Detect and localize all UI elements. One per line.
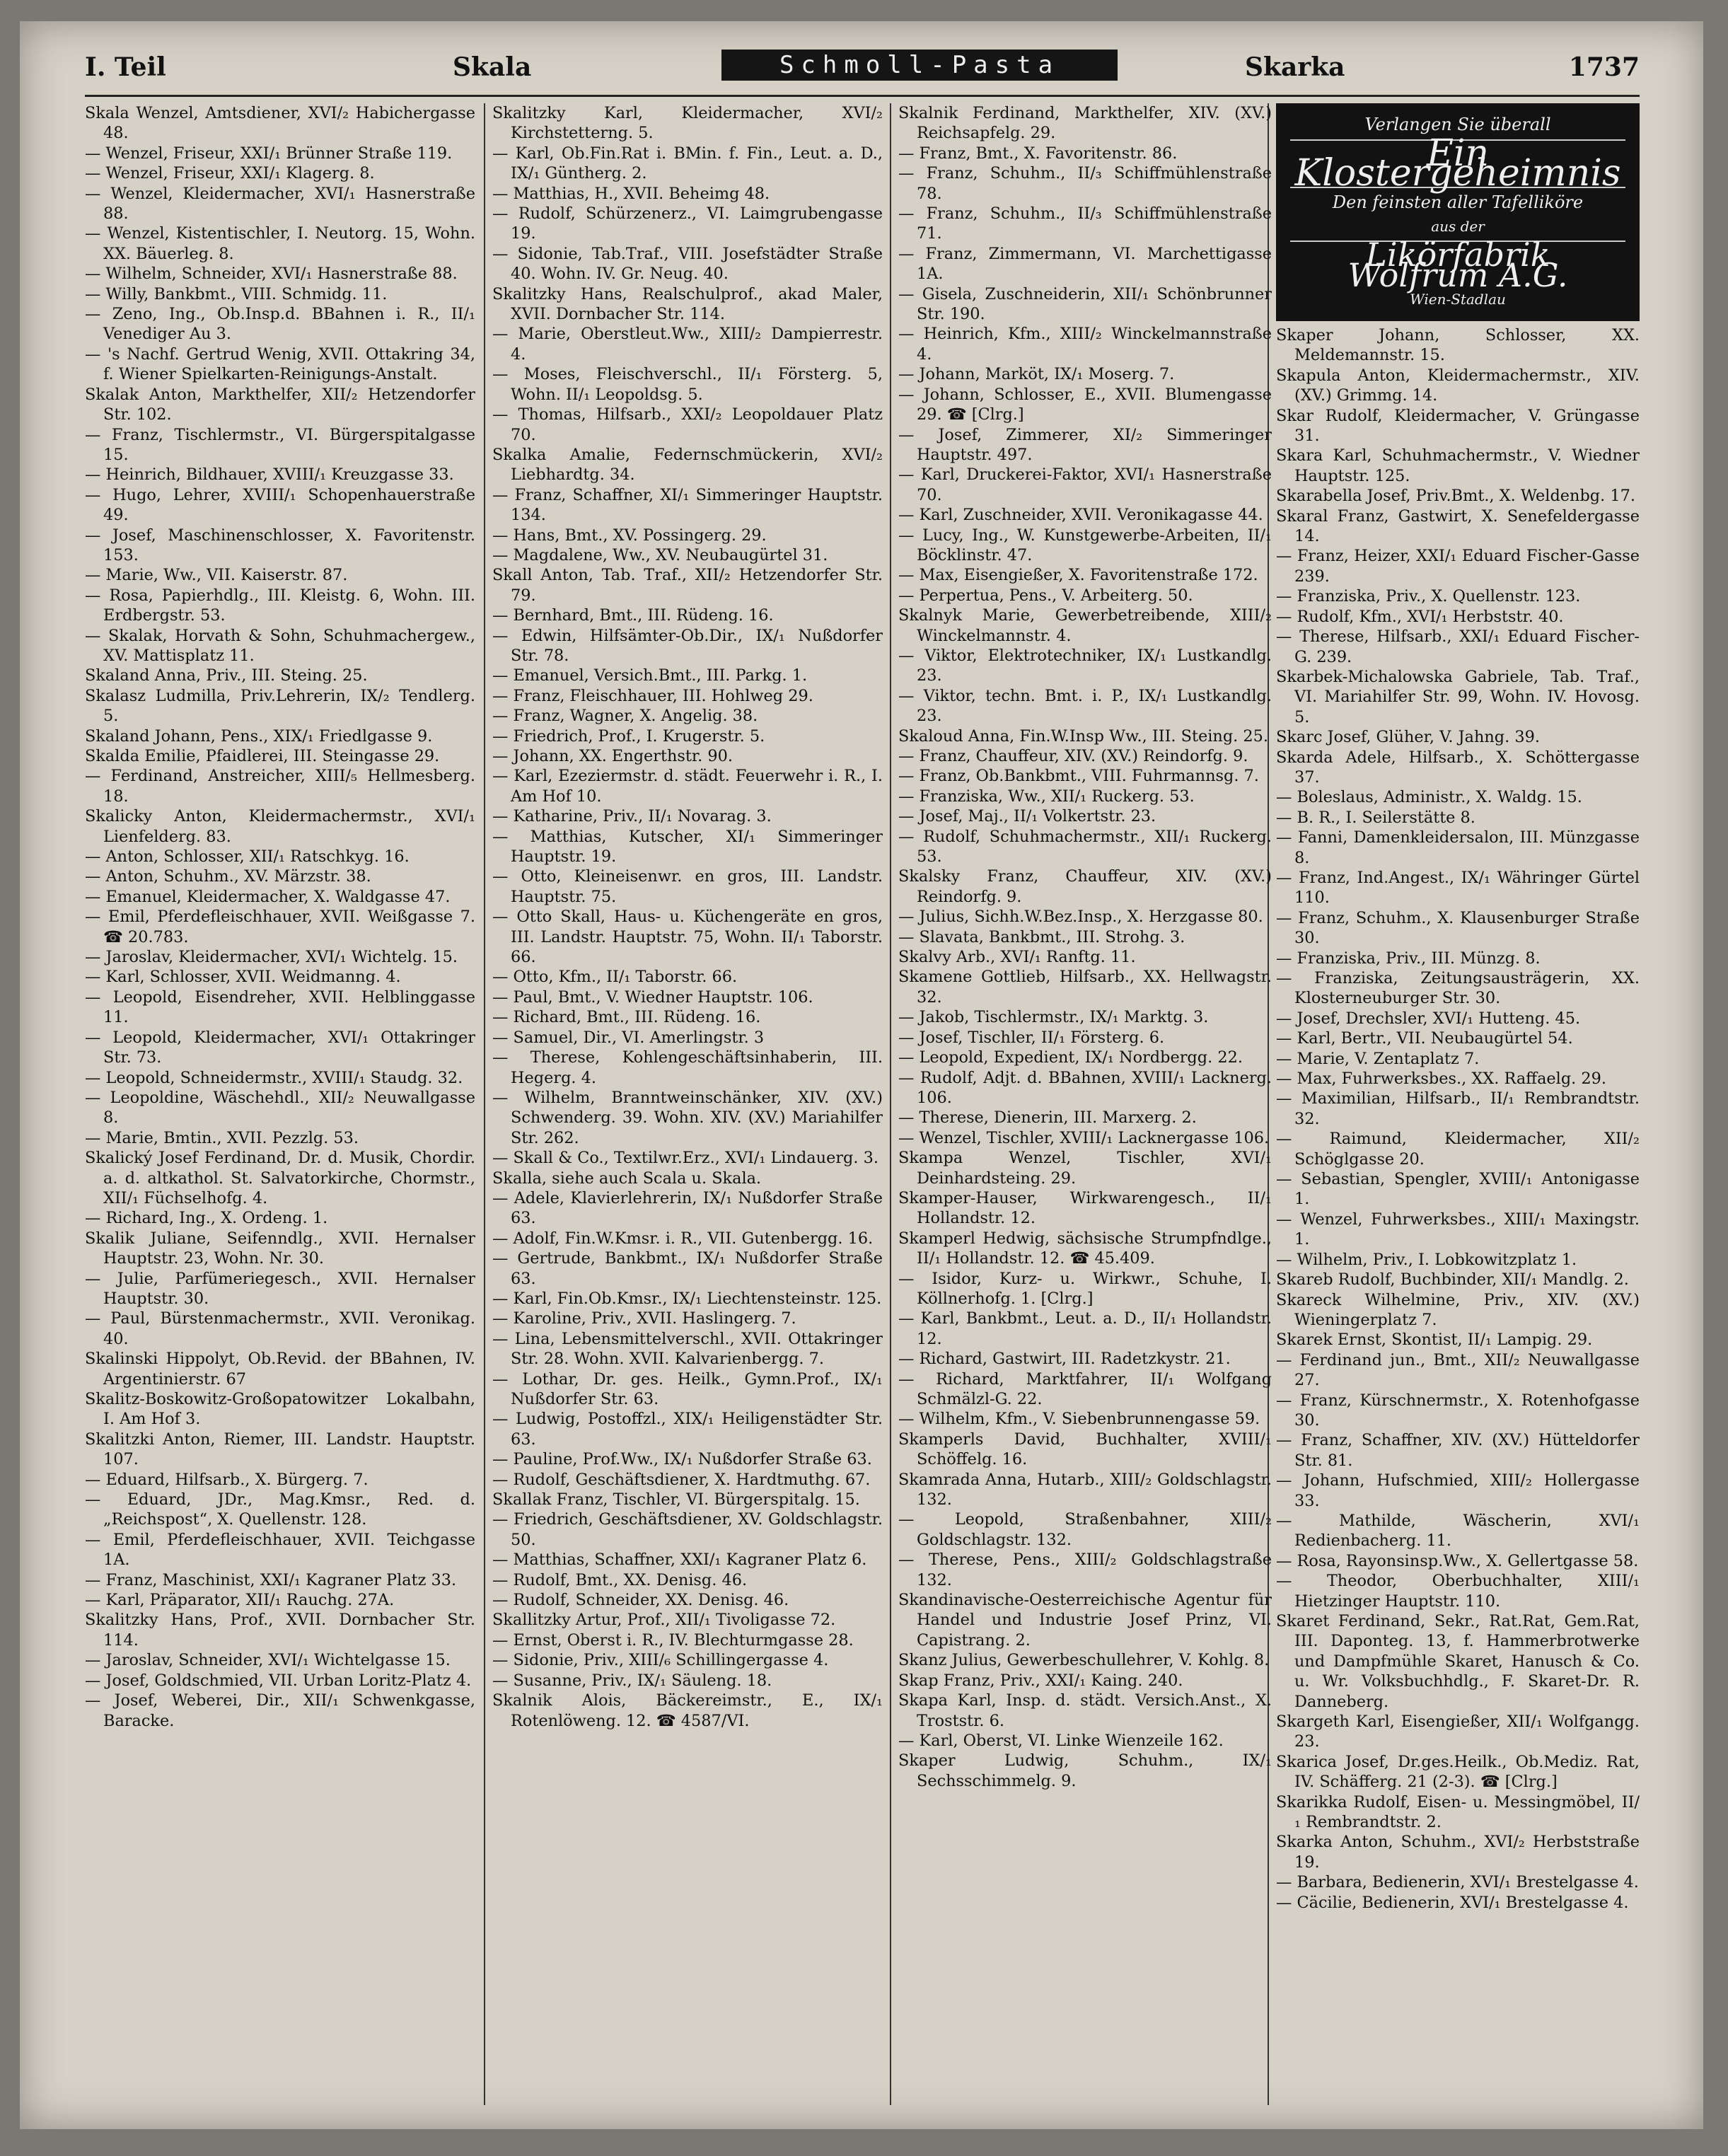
directory-entry: — Wenzel, Kistentischler, I. Neutorg. 15, Wohn. XX. Bäuerleg. 8.: [85, 224, 475, 263]
directory-entry: — Wilhelm, Kfm., V. Siebenbrunnengasse 59.: [898, 1410, 1260, 1429]
directory-entry: Skalinski Hippolyt, Ob.Revid. der BBahnen, IV. Argentinierstr. 67: [85, 1350, 475, 1389]
directory-entry: — Ferdinand jun., Bmt., XII/₂ Neuwallgasse 27.: [1276, 1350, 1640, 1390]
directory-entry: — Friedrich, Geschäftsdiener, XV. Goldschlagstr. 50.: [492, 1510, 883, 1549]
directory-entry: — Anton, Schlosser, XII/₁ Ratschkyg. 16.: [85, 847, 410, 867]
directory-entry: — Josef, Weberei, Dir., XII/₁ Schwenkgasse, Baracke.: [85, 1691, 475, 1730]
directory-entry: — Zeno, Ing., Ob.Insp.d. BBahnen i. R., II/₁ Venediger Au 3.: [85, 305, 475, 344]
directory-entry: — Wenzel, Friseur, XXI/₁ Klagerg. 8.: [85, 164, 375, 183]
directory-entry: — Anton, Schuhm., XV. Märzstr. 38.: [85, 867, 371, 886]
directory-entry: — Heinrich, Bildhauer, XVIII/₁ Kreuzgasse 33.: [85, 465, 454, 485]
directory-entry: Skalak Anton, Markthelfer, XII/₂ Hetzendorfer Str. 102.: [85, 385, 475, 424]
directory-entry: Skarikka Rudolf, Eisen- u. Messingmöbel, II/₁ Rembrandtstr. 2.: [1276, 1792, 1640, 1832]
directory-entry: Skareck Wilhelmine, Priv., XIV. (XV.) Wieningerplatz 7.: [1276, 1290, 1640, 1329]
directory-entry: — Franz, Schuhm., II/₃ Schiffmühlenstraße 78.: [898, 164, 1272, 203]
directory-entry: — Theodor, Oberbuchhalter, XIII/₁ Hietzinger Hauptstr. 110.: [1276, 1572, 1640, 1611]
directory-entry: Skalitzky Hans, Prof., XVII. Dornbacher Str. 114.: [85, 1611, 475, 1650]
directory-entry: — Magdalene, Ww., XV. Neubaugürtel 31.: [492, 545, 828, 564]
directory-entry: — Wenzel, Kleidermacher, XVI/₁ Hasnerstraße 88.: [85, 184, 475, 224]
directory-entry: — Marie, V. Zentaplatz 7.: [1276, 1049, 1480, 1068]
directory-entry: — Otto, Kleineisenwr. en gros, III. Landstr. Hauptstr. 75.: [492, 867, 883, 906]
directory-entry: — Franz, Schuhm., II/₃ Schiffmühlenstraße 71.: [898, 204, 1272, 243]
directory-entry: — Skall & Co., Textilwr.Erz., XVI/₁ Lindauerg. 3.: [492, 1149, 879, 1168]
directory-entry: — Jakob, Tischlermstr., IX/₁ Marktg. 3.: [898, 1008, 1209, 1027]
directory-entry: Skaland Anna, Priv., III. Steing. 25.: [85, 666, 368, 685]
directory-entry: Skalasz Ludmilla, Priv.Lehrerin, IX/₂ Tendlerg. 5.: [85, 686, 475, 726]
column-divider: [484, 103, 485, 2105]
directory-entry: — Karoline, Priv., XVII. Haslingerg. 7.: [492, 1309, 796, 1328]
column-3: [898, 103, 1272, 2105]
directory-entry: — Marie, Bmtin., XVII. Pezzlg. 53.: [85, 1128, 359, 1147]
directory-entry: — Richard, Ing., X. Ordeng. 1.: [85, 1209, 328, 1228]
directory-entry: — Cäcilie, Bedienerin, XVI/₁ Brestelgasse 4.: [1276, 1893, 1629, 1912]
directory-entry: — Adele, Klavierlehrerin, IX/₁ Nußdorfer Straße 63.: [492, 1188, 883, 1228]
directory-entry: — Karl, Ezeziermstr. d. städt. Feuerwehr i. R., I. Am Hof 10.: [492, 767, 883, 806]
directory-entry: Skarbek-Michalowska Gabriele, Tab. Traf., VI. Mariahilfer Str. 99, Wohn. IV. Hovosg. 5.: [1276, 667, 1640, 726]
directory-entry: — Richard, Bmt., III. Rüdeng. 16.: [492, 1008, 761, 1027]
liqueur-advertisement: [1276, 103, 1640, 321]
directory-entry: Skandinavische-Oesterreichische Agentur für Handel und Industrie Josef Prinz, VI. Capistrang. 2.: [898, 1591, 1272, 1650]
directory-entry: — Paul, Bmt., V. Wiedner Hauptstr. 106.: [492, 987, 813, 1007]
directory-entry: — Emil, Pferdefleischhauer, XVII. Weißgasse 7. ☎ 20.783.: [85, 908, 475, 946]
directory-entry: — Emil, Pferdefleischhauer, XVII. Teichgasse 1A.: [85, 1530, 475, 1570]
directory-entry: Skara Karl, Schuhmachermstr., V. Wiedner Hauptstr. 125.: [1276, 446, 1640, 485]
directory-entry: — Lucy, Ing., W. Kunstgewerbe-Arbeiten, II/₁ Böcklinstr. 47.: [898, 526, 1272, 564]
directory-entry: — 's Nachf. Gertrud Wenig, XVII. Ottakring 34, f. Wiener Spielkarten-Reinigungs-Anstalt.: [85, 344, 475, 384]
directory-entry: — Sebastian, Spengler, XVIII/₁ Antonigasse 1.: [1276, 1170, 1640, 1209]
directory-entry: — Josef, Goldschmied, VII. Urban Loritz-Platz 4.: [85, 1671, 472, 1690]
directory-entry: — Samuel, Dir., VI. Amerlingstr. 3: [492, 1028, 765, 1047]
directory-entry: — Moses, Fleischverschl., II/₁ Försterg. 5, Wohn. II/₁ Leopoldsg. 5.: [492, 365, 883, 404]
directory-entry: — Hans, Bmt., XV. Possingerg. 29.: [492, 526, 767, 545]
directory-entry: — Leopold, Eisendreher, XVII. Helblinggasse 11.: [85, 987, 475, 1027]
directory-entry: — Rudolf, Geschäftsdiener, X. Hardtmuthg. 67.: [492, 1470, 871, 1489]
directory-entry: — Franz, Schuhm., X. Klausenburger Straße 30.: [1276, 908, 1640, 948]
directory-entry: — Boleslaus, Administr., X. Waldg. 15.: [1276, 788, 1582, 807]
directory-entry: — Marie, Oberstleut.Ww., XIII/₂ Dampierrestr. 4.: [492, 325, 883, 364]
directory-entry: — Marie, Ww., VII. Kaiserstr. 87.: [85, 566, 348, 585]
directory-entry: — Rudolf, Adjt. d. BBahnen, XVIII/₁ Lacknerg. 106.: [898, 1068, 1272, 1107]
directory-entry: Skarica Josef, Dr.ges.Heilk., Ob.Mediz. Rat, IV. Schäfferg. 21 (2-3). ☎ [Clrg.]: [1276, 1752, 1640, 1792]
directory-entry: — Franz, Kürschnermstr., X. Rotenhofgasse 30.: [1276, 1391, 1640, 1430]
page-number: 1737: [1568, 52, 1640, 82]
directory-entry: — Willy, Bankbmt., VIII. Schmidg. 11.: [85, 284, 388, 303]
directory-entry: — Franz, Tischlermstr., VI. Bürgerspitalgasse 15.: [85, 425, 475, 464]
directory-entry: — Emanuel, Kleidermacher, X. Waldgasse 47.: [85, 887, 451, 906]
ad-line: Den feinsten aller Tafelliköre: [1332, 192, 1584, 212]
directory-entry: Skalsky Franz, Chauffeur, XIV. (XV.) Reindorfg. 9.: [898, 867, 1272, 906]
directory-entry: — Thomas, Hilfsarb., XXI/₂ Leopoldauer Platz 70.: [492, 405, 883, 444]
directory-entry: — Franz, Fleischhauer, III. Hohlweg 29.: [492, 686, 813, 705]
directory-entry: — Therese, Hilfsarb., XXI/₁ Eduard Fischer-G. 239.: [1276, 627, 1640, 666]
directory-entry: Skarka Anton, Schuhm., XVI/₂ Herbststraße 19.: [1276, 1833, 1640, 1872]
directory-entry: Skamrada Anna, Hutarb., XIII/₂ Goldschlagstr. 132.: [898, 1470, 1272, 1509]
directory-entry: Skamperl Hedwig, sächsische Strumpfndlge., II/₁ Hollandstr. 12. ☎ 45.409.: [898, 1229, 1272, 1268]
ad-company: Likörfabrik Wolfrum A.G.: [1290, 240, 1625, 285]
directory-entry: — Karl, Ob.Fin.Rat i. BMin. f. Fin., Leut. a. D., IX/₁ Güntherg. 2.: [492, 144, 883, 183]
directory-entry: — Karl, Bertr., VII. Neubaugürtel 54.: [1276, 1029, 1573, 1048]
directory-entry: — Barbara, Bedienerin, XVI/₁ Brestelgasse 4.: [1276, 1873, 1639, 1892]
directory-entry: — Wilhelm, Branntweinschänker, XIV. (XV.) Schwenderg. 39. Wohn. XIV. (XV.) Mariahilfer Str. 262.: [492, 1088, 883, 1147]
directory-entry: Skamperls David, Buchhalter, XVIII/₁ Schöffelg. 16.: [898, 1430, 1272, 1469]
directory-entry: Skaret Ferdinand, Sekr., Rat.Rat, Gem.Rat, III. Daponteg. 13, f. Hammerbrotwerke und Dampfmühle Skaret, Hanusch & Co. u. Wr. Volksbuchhdlg., F. Skaret-Dr. R. Danneberg.: [1276, 1612, 1640, 1711]
directory-entry: — Viktor, Elektrotechniker, IX/₁ Lustkandlg. 23.: [898, 646, 1272, 685]
directory-entry: — Franz, Ind.Angest., IX/₁ Währinger Gürtel 110.: [1276, 868, 1640, 908]
directory-entry: — Franz, Heizer, XXI/₁ Eduard Fischer-Gasse 239.: [1276, 547, 1640, 586]
directory-entry: — Johann, Schlosser, E., XVII. Blumengasse 29. ☎ [Clrg.]: [898, 385, 1272, 424]
directory-entry: Skaper Johann, Schlosser, XX. Meldemannstr. 15.: [1276, 326, 1640, 365]
directory-entry: — Franziska, Priv., X. Quellenstr. 123.: [1276, 587, 1581, 606]
directory-entry: — Wenzel, Tischler, XVIII/₁ Lacknergasse 106.: [898, 1128, 1270, 1147]
directory-entry: — Perpertua, Pens., V. Arbeiterg. 50.: [898, 586, 1193, 605]
directory-entry: — Leopoldine, Wäschehdl., XII/₂ Neuwallgasse 8.: [85, 1088, 475, 1128]
directory-entry: Skapula Anton, Kleidermachermstr., XIV. (XV.) Grimmg. 14.: [1276, 366, 1640, 405]
directory-entry: Skalicky Anton, Kleidermachermstr., XVI/₁ Lienfelderg. 83.: [85, 807, 475, 846]
directory-entry: — Leopold, Straßenbahner, XIII/₂ Goldschlagstr. 132.: [898, 1510, 1272, 1549]
directory-entry: — Max, Eisengießer, X. Favoritenstraße 172.: [898, 566, 1258, 585]
directory-entry: Skaland Johann, Pens., XIX/₁ Friedlgasse 9.: [85, 726, 433, 746]
directory-entry: Skarabella Josef, Priv.Bmt., X. Weldenbg. 17.: [1276, 487, 1635, 506]
directory-entry: — Leopold, Expedient, IX/₁ Nordbergg. 22.: [898, 1048, 1243, 1067]
directory-entry: Skalitz-Boskowitz-Großopatowitzer Lokalbahn, I. Am Hof 3.: [85, 1390, 475, 1429]
directory-entry: — Wilhelm, Schneider, XVI/₁ Hasnerstraße 88.: [85, 265, 458, 284]
directory-entry: — Rudolf, Bmt., XX. Denisg. 46.: [492, 1570, 748, 1589]
directory-entry: — Franz, Zimmermann, VI. Marchettigasse 1A.: [898, 244, 1272, 284]
last-entry-word: Skarka: [1245, 52, 1345, 82]
directory-entry: — Skalak, Horvath & Sohn, Schuhmachergew., XV. Mattisplatz 11.: [85, 626, 475, 665]
directory-entry: Skall Anton, Tab. Traf., XII/₂ Hetzendorfer Str. 79.: [492, 566, 883, 605]
directory-entry: — Ludwig, Postoffzl., XIX/₁ Heiligenstädter Str. 63.: [492, 1410, 883, 1449]
directory-entry: — Richard, Gastwirt, III. Radetzkystr. 21.: [898, 1350, 1231, 1369]
directory-entry: — Adolf, Fin.W.Kmsr. i. R., VII. Gutenbergg. 16.: [492, 1229, 874, 1248]
directory-entry: Skaral Franz, Gastwirt, X. Senefeldergasse 14.: [1276, 506, 1640, 546]
directory-entry: — Lina, Lebensmittelverschl., XVII. Ottakringer Str. 28. Wohn. XVII. Kalvarienbergg. 7.: [492, 1329, 883, 1369]
directory-entry: Skallak Franz, Tischler, VI. Bürgerspitalg. 15.: [492, 1490, 860, 1509]
directory-entry: — Jaroslav, Kleidermacher, XVI/₁ Wichtelg. 15.: [85, 948, 458, 967]
directory-entry: — Therese, Dienerin, III. Marxerg. 2.: [898, 1108, 1197, 1128]
directory-entry: Skalnyk Marie, Gewerbetreibende, XIII/₂ Winckelmannstr. 4.: [898, 606, 1272, 645]
directory-entry: Skalvy Arb., XVI/₁ Ranftg. 11.: [898, 948, 1136, 967]
directory-entry: — Leopold, Schneidermstr., XVIII/₁ Staudg. 32.: [85, 1068, 463, 1087]
directory-entry: — Sidonie, Tab.Traf., VIII. Josefstädter Straße 40. Wohn. IV. Gr. Neug. 40.: [492, 244, 883, 284]
ad-line: Verlangen Sie überall: [1364, 115, 1551, 135]
directory-entry: — Raimund, Kleidermacher, XII/₂ Schöglgasse 20.: [1276, 1130, 1640, 1169]
directory-entry: — Therese, Kohlengeschäftsinhaberin, III. Hegerg. 4.: [492, 1048, 883, 1087]
directory-entry: — Bernhard, Bmt., III. Rüdeng. 16.: [492, 606, 774, 625]
directory-entry: — Johann, XX. Engerthstr. 90.: [492, 747, 733, 765]
directory-entry: — Fanni, Damenkleidersalon, III. Münzgasse 8.: [1276, 828, 1640, 867]
column-1: [85, 103, 475, 2105]
directory-entry: — Franz, Chauffeur, XIV. (XV.) Reindorfg. 9.: [898, 747, 1248, 765]
directory-entry: — Julie, Parfümeriegesch., XVII. Hernalser Hauptstr. 30.: [85, 1269, 475, 1308]
directory-entry: — Rosa, Rayonsinsp.Ww., X. Gellertgasse 58.: [1276, 1551, 1639, 1570]
directory-entry: — Karl, Fin.Ob.Kmsr., IX/₁ Liechtensteinstr. 125.: [492, 1289, 882, 1308]
directory-entry: — Rudolf, Kfm., XVI/₁ Herbststr. 40.: [1276, 607, 1564, 626]
column-2: [492, 103, 883, 2105]
directory-entry: — Karl, Druckerei-Faktor, XVI/₁ Hasnerstraße 70.: [898, 465, 1272, 504]
directory-entry: — Otto, Kfm., II/₁ Taborstr. 66.: [492, 968, 738, 987]
directory-entry: — Josef, Drechsler, XVI/₁ Hutteng. 45.: [1276, 1009, 1581, 1028]
directory-entry: — Slavata, Bankbmt., III. Strohg. 3.: [898, 927, 1185, 946]
directory-entry: — Edwin, Hilfsämter-Ob.Dir., IX/₁ Nußdorfer Str. 78.: [492, 626, 883, 665]
directory-entry: — Eduard, Hilfsarb., X. Bürgerg. 7.: [85, 1470, 369, 1489]
directory-entry: Skalitzki Anton, Riemer, III. Landstr. Hauptstr. 107.: [85, 1430, 475, 1469]
directory-entry: — Sidonie, Priv., XIII/₆ Schillingergasse 4.: [492, 1651, 829, 1670]
directory-entry: Skarda Adele, Hilfsarb., X. Schöttergasse 37.: [1276, 748, 1640, 787]
directory-entry: Skarc Josef, Glüher, V. Jahng. 39.: [1276, 728, 1540, 747]
directory-entry: — Wenzel, Friseur, XXI/₁ Brünner Straße 119.: [85, 144, 453, 163]
directory-entry: Skamene Gottlieb, Hilfsarb., XX. Hellwagstr. 32.: [898, 968, 1272, 1007]
directory-entry: — Franziska, Priv., III. Münzg. 8.: [1276, 949, 1541, 968]
directory-entry: Skallitzky Artur, Prof., XII/₁ Tivoligasse 72.: [492, 1611, 836, 1630]
directory-entry: — Maximilian, Hilfsarb., II/₁ Rembrandtstr. 32.: [1276, 1089, 1640, 1128]
directory-entry: — Karl, Bankbmt., Leut. a. D., II/₁ Hollandstr. 12.: [898, 1309, 1272, 1348]
directory-entry: — Max, Fuhrwerksbes., XX. Raffaelg. 29.: [1276, 1070, 1607, 1089]
directory-entry: — Katharine, Priv., II/₁ Novarag. 3.: [492, 807, 772, 826]
directory-entry: — Julius, Sichh.W.Bez.Insp., X. Herzgasse 80.: [898, 908, 1263, 927]
directory-entry: — Friedrich, Prof., I. Krugerstr. 5.: [492, 726, 765, 746]
directory-entry: — Josef, Maj., II/₁ Volkertstr. 23.: [898, 807, 1156, 826]
column-4: [1276, 103, 1640, 2105]
directory-entry: — Johann, Hufschmied, XIII/₂ Hollergasse 33.: [1276, 1471, 1640, 1510]
directory-entry: — Rudolf, Schuhmachermstr., XII/₁ Ruckerg. 53.: [898, 827, 1272, 867]
advert-banner: Schmoll-Pasta: [721, 50, 1118, 81]
directory-entry: — Josef, Zimmerer, XI/₂ Simmeringer Hauptstr. 497.: [898, 425, 1272, 464]
directory-entry: — Susanne, Priv., IX/₁ Säuleng. 18.: [492, 1671, 772, 1690]
directory-entry: — Pauline, Prof.Ww., IX/₁ Nußdorfer Straße 63.: [492, 1450, 872, 1469]
directory-entry: Skalla, siehe auch Scala u. Skala.: [492, 1169, 762, 1188]
directory-entry: — Ferdinand, Anstreicher, XIII/₅ Hellmesberg. 18.: [85, 767, 475, 806]
directory-entry: — Josef, Maschinenschlosser, X. Favoritenstr. 153.: [85, 526, 475, 564]
directory-entry: — Wilhelm, Priv., I. Lobkowitzplatz 1.: [1276, 1250, 1577, 1269]
directory-entry: Skampa Wenzel, Tischler, XVI/₁ Deinhardsteing. 29.: [898, 1149, 1272, 1188]
directory-entry: Skalik Juliane, Seifenndlg., XVII. Hernalser Hauptstr. 23, Wohn. Nr. 30.: [85, 1229, 475, 1268]
directory-entry: — Jaroslav, Schneider, XVI/₁ Wichtelgasse 15.: [85, 1651, 451, 1670]
directory-entry: — Heinrich, Kfm., XIII/₂ Winckelmannstraße 4.: [898, 325, 1272, 364]
directory-entry: — Viktor, techn. Bmt. i. P., IX/₁ Lustkandlg. 23.: [898, 686, 1272, 726]
directory-entry: — Franz, Schaffner, XI/₁ Simmeringer Hauptstr. 134.: [492, 485, 883, 525]
directory-entry: Skarek Ernst, Skontist, II/₁ Lampig. 29.: [1276, 1331, 1593, 1350]
directory-entry: — Karl, Präparator, XII/₁ Rauchg. 27A.: [85, 1591, 395, 1610]
directory-entry: Skalda Emilie, Pfaidlerei, III. Steingasse 29.: [85, 747, 440, 765]
directory-entry: Skalitzky Karl, Kleidermacher, XVI/₂ Kirchstetterng. 5.: [492, 104, 883, 143]
directory-entry: — Matthias, H., XVII. Beheimg 48.: [492, 184, 770, 203]
directory-entry: Skalnik Alois, Bäckereimstr., E., IX/₁ Rotenlöweng. 12. ☎ 4587/VI.: [492, 1691, 883, 1730]
directory-entry: — Karl, Oberst, VI. Linke Wienzeile 162.: [898, 1731, 1224, 1750]
directory-entry: — Emanuel, Versich.Bmt., III. Parkg. 1.: [492, 666, 808, 685]
first-entry-word: Skala: [453, 52, 532, 82]
directory-entry: Skaper Ludwig, Schuhm., IX/₁ Sechsschimmelg. 9.: [898, 1751, 1272, 1790]
directory-entry: — Richard, Marktfahrer, II/₁ Wolfgang Schmälzl-G. 22.: [898, 1369, 1272, 1408]
directory-entry: Skalnik Ferdinand, Markthelfer, XIV. (XV.) Reichsapfelg. 29.: [898, 104, 1272, 143]
directory-entry: — Rosa, Papierhdlg., III. Kleistg. 6, Wohn. III. Erdbergstr. 53.: [85, 586, 475, 625]
directory-entry: — Hugo, Lehrer, XVIII/₁ Schopenhauerstraße 49.: [85, 485, 475, 525]
directory-page: [20, 21, 1703, 2129]
ad-headline: Ein Klostergeheimnis: [1290, 139, 1625, 188]
directory-entry: Skamper-Hauser, Wirkwarengesch., II/₁ Hollandstr. 12.: [898, 1188, 1272, 1228]
directory-entry: — Isidor, Kurz- u. Wirkwr., Schuhe, I. Köllnerhofg. 1. [Clrg.]: [898, 1269, 1272, 1308]
directory-entry: Skalický Josef Ferdinand, Dr. d. Musik, Chordir. a. d. altkathol. St. Salvatorkirche, Chormstr., XII/₁ Füchselhofg. 4.: [85, 1149, 475, 1207]
directory-entry: — Rudolf, Schürzenerz., VI. Laimgrubengasse 19.: [492, 204, 883, 243]
directory-entry: — Mathilde, Wäscherin, XVI/₁ Redienbacherg. 11.: [1276, 1511, 1640, 1551]
directory-entry: — Franz, Maschinist, XXI/₁ Kagraner Platz 33.: [85, 1570, 457, 1589]
directory-entry: Skalitzky Hans, Realschulprof., akad Maler, XVII. Dornbacher Str. 114.: [492, 284, 883, 324]
directory-entry: Skaloud Anna, Fin.W.Insp Ww., III. Steing. 25.: [898, 726, 1269, 746]
part-label: I. Teil: [85, 52, 166, 82]
directory-entry: — Matthias, Schaffner, XXI/₁ Kagraner Platz 6.: [492, 1551, 867, 1570]
page-header: [85, 45, 1640, 97]
directory-entry: Skap Franz, Priv., XXI/₁ Kaing. 240.: [898, 1671, 1183, 1690]
directory-entry: — Wenzel, Fuhrwerksbes., XIII/₁ Maxingstr. 1.: [1276, 1210, 1640, 1249]
directory-entry: — Leopold, Kleidermacher, XVI/₁ Ottakringer Str. 73.: [85, 1028, 475, 1067]
directory-entry: — Franziska, Zeitungsausträgerin, XX. Klosterneuburger Str. 30.: [1276, 969, 1640, 1008]
directory-entry: Skapa Karl, Insp. d. städt. Versich.Anst., X. Troststr. 6.: [898, 1691, 1272, 1730]
directory-entry: — Eduard, JDr., Mag.Kmsr., Red. d. „Reichspost“, X. Quellenstr. 128.: [85, 1490, 475, 1529]
directory-entry: Skar Rudolf, Kleidermacher, V. Grüngasse 31.: [1276, 406, 1640, 446]
directory-entry: Skala Wenzel, Amtsdiener, XVI/₂ Habichergasse 48.: [85, 104, 475, 143]
directory-entry: — Karl, Zuschneider, XVII. Veronikagasse 44.: [898, 506, 1263, 525]
directory-entry: — Josef, Tischler, II/₁ Försterg. 6.: [898, 1028, 1165, 1047]
directory-entry: — Karl, Schlosser, XVII. Weidmanng. 4.: [85, 968, 401, 987]
ad-line: aus der: [1431, 218, 1485, 235]
directory-entry: — Franz, Schaffner, XIV. (XV.) Hütteldorfer Str. 81.: [1276, 1431, 1640, 1470]
directory-entry: Skargeth Karl, Eisengießer, XII/₁ Wolfgangg. 23.: [1276, 1712, 1640, 1751]
directory-entry: — Rudolf, Schneider, XX. Denisg. 46.: [492, 1591, 789, 1610]
directory-entry: — Franz, Bmt., X. Favoritenstr. 86.: [898, 144, 1178, 163]
directory-entry: — Franz, Wagner, X. Angelig. 38.: [492, 707, 758, 726]
directory-entry: — Otto Skall, Haus- u. Küchengeräte en gros, III. Landstr. Hauptstr. 75, Wohn. II/₁ Taborstr. 66.: [492, 908, 883, 967]
directory-entry: — Franziska, Ww., XII/₁ Ruckerg. 53.: [898, 787, 1195, 806]
directory-entry: — B. R., I. Seilerstätte 8.: [1276, 808, 1475, 827]
directory-entry: — Ernst, Oberst i. R., IV. Blechturmgasse 28.: [492, 1630, 854, 1650]
directory-entry: — Lothar, Dr. ges. Heilk., Gymn.Prof., IX/₁ Nußdorfer Str. 63.: [492, 1369, 883, 1408]
directory-entry: — Johann, Marköt, IX/₁ Moserg. 7.: [898, 365, 1175, 384]
directory-entry: — Matthias, Kutscher, XI/₁ Simmeringer Hauptstr. 19.: [492, 827, 883, 867]
directory-entry: Skanz Julius, Gewerbeschullehrer, V. Kohlg. 8.: [898, 1651, 1270, 1670]
directory-entry: — Therese, Pens., XIII/₂ Goldschlagstraße 132.: [898, 1551, 1272, 1589]
directory-entry: Skalka Amalie, Federnschmückerin, XVI/₂ Liebhardtg. 34.: [492, 445, 883, 485]
column-divider: [890, 103, 891, 2105]
directory-entry: — Paul, Bürstenmachermstr., XVII. Veronikag. 40.: [85, 1309, 475, 1348]
directory-entry: Skareb Rudolf, Buchbinder, XII/₁ Mandlg. 2.: [1276, 1270, 1629, 1289]
directory-entry: — Gertrude, Bankbmt., IX/₁ Nußdorfer Straße 63.: [492, 1249, 883, 1288]
directory-entry: — Franz, Ob.Bankbmt., VIII. Fuhrmannsg. 7.: [898, 767, 1259, 786]
ad-location: Wien-Stadlau: [1410, 291, 1506, 308]
directory-entry: — Gisela, Zuschneiderin, XII/₁ Schönbrunner Str. 190.: [898, 284, 1272, 324]
